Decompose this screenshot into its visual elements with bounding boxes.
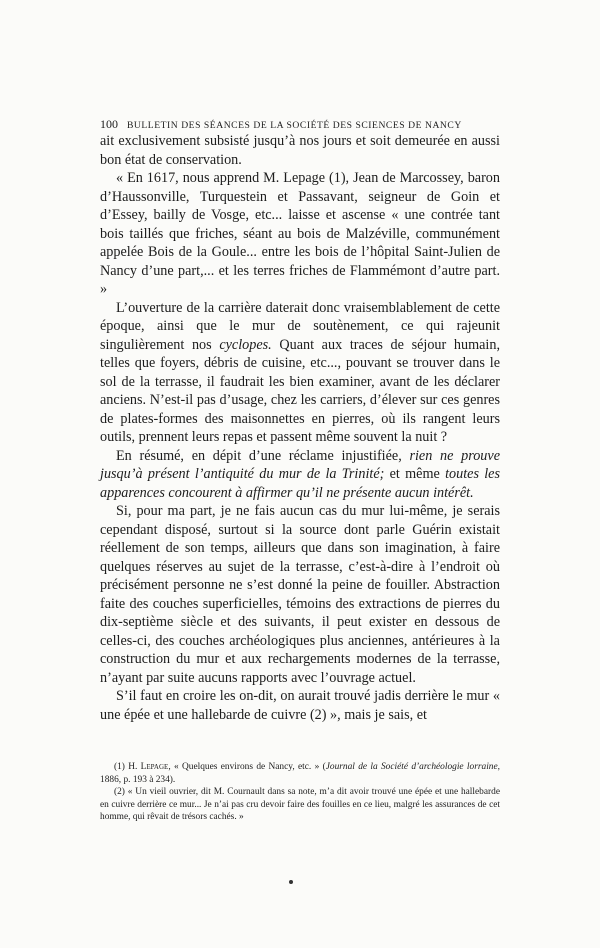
- paragraph-lepage-quote: [100, 169, 500, 299]
- footnote-2: [100, 786, 500, 824]
- text-run: Quant aux traces de séjour humain, telles que foyers, débris de cuisine, etc..., pouvant se trouver dans le sol de la terrasse, il faudrait les bien examiner, avant de les déclarer anciens. N’est-il pas d’usage, chez les carriers, d’élever sur ces genres de plates-formes des maisonnettes en pierres, où ils rangent leurs outils, prennent leurs repas et passent même souvent la nuit ?: [100, 336, 500, 445]
- text-run: S’il faut en croire les on-dit, on aurait trouvé jadis derrière le mur « une épée et une hallebarde de cuivre (2) », mais je sais, et: [100, 688, 500, 723]
- paragraph-terrasse: [100, 502, 500, 687]
- journal-title: Journal de la Société d’archéologie lorraine,: [325, 762, 500, 772]
- text-run: « En 1617, nous apprend M. Lepage (1), Jean de Marcossey, baron d’Haussonville, Turquestein et Passavant, seigneur de Goin et d’Essey, bailly de Vosge, etc... laisse et ascense « une contrée tant bois taillés que friches, séant au bois de Malzéville, communément appelée Bois de la Goule... entre les bois de l’hôpital Saint-Julien de Nancy d’une part,... et les terres friches de Flammémont d’autre part. »: [100, 170, 500, 297]
- text-run: En résumé, en dépit d’une réclame injustifiée,: [116, 447, 410, 464]
- page-number: 100: [100, 117, 118, 131]
- text-run: (1): [114, 762, 129, 772]
- text-run: L’ouverture de la carrière daterait donc vraisemblablement de cette époque, ainsi que le mur de soutènement, ce qui rajeunit singulièrement nos: [100, 299, 500, 353]
- text-run: Si, pour ma part, je ne fais aucun cas du mur lui-même, je serais cependant disposé, surtout si la source dont parle Guérin existait réellement de son temps, ailleurs que dans son imagination, à faire quelques réserves au sujet de la terrasse, c’est-à-dire à l’endroit où précisément personne ne s’est donné la peine de fouiller. Abstraction faite des couches superficielles, témoins des extractions de pierres du dix-septième siècle et des suivants, il peut exister en dessous de celles-ci, des couches archéologiques plus anciennes, antérieures à la construction du mur et aux rechargements modernes de la terrasse, n’ayant par suite aucuns rapports avec l’ouvrage actuel.: [100, 503, 500, 686]
- paragraph-on-dit: [100, 687, 500, 724]
- paragraph-carriere: [100, 299, 500, 447]
- ink-dot: [289, 880, 293, 884]
- footnote-1: [100, 761, 500, 786]
- text-run-italic: cyclopes.: [219, 336, 272, 353]
- running-title: BULLETIN DES SÉANCES DE LA SOCIÉTÉ DES SCIENCES DE NANCY: [126, 120, 462, 131]
- body-text: [100, 132, 500, 724]
- running-header: [100, 117, 500, 132]
- text-run-italic: rien ne prouve jusqu’à présent l’antiquité du mur de la Trinité;: [100, 447, 500, 482]
- text-run: (2) « Un vieil ouvrier, dit M. Cournault dans sa note, m’a dit avoir trouvé une épée et une hallebarde en cuivre derrière ce mur... Je n’ai pas cru devoir faire des fouilles en ce lieu, malgré les assurances de cet homme, qui rêvait de trésors cachés. »: [100, 787, 500, 823]
- paragraph-continuation: [100, 132, 500, 169]
- paragraph-resume: [100, 447, 500, 503]
- text-run: ait exclusivement subsisté jusqu’à nos jours et soit demeurée en aussi bon état de conservation.: [100, 133, 500, 168]
- text-run: 1886, p. 193 à 234).: [100, 774, 176, 785]
- text-run: et même: [384, 466, 446, 482]
- text-run: , « Quelques environs de Nancy, etc. » (: [168, 762, 326, 772]
- text-run-italic: toutes les apparences concourent à affirmer qu’il ne présente aucun intérêt.: [100, 466, 500, 501]
- author-name: H. Lepage: [128, 762, 169, 772]
- footnotes: [100, 761, 500, 824]
